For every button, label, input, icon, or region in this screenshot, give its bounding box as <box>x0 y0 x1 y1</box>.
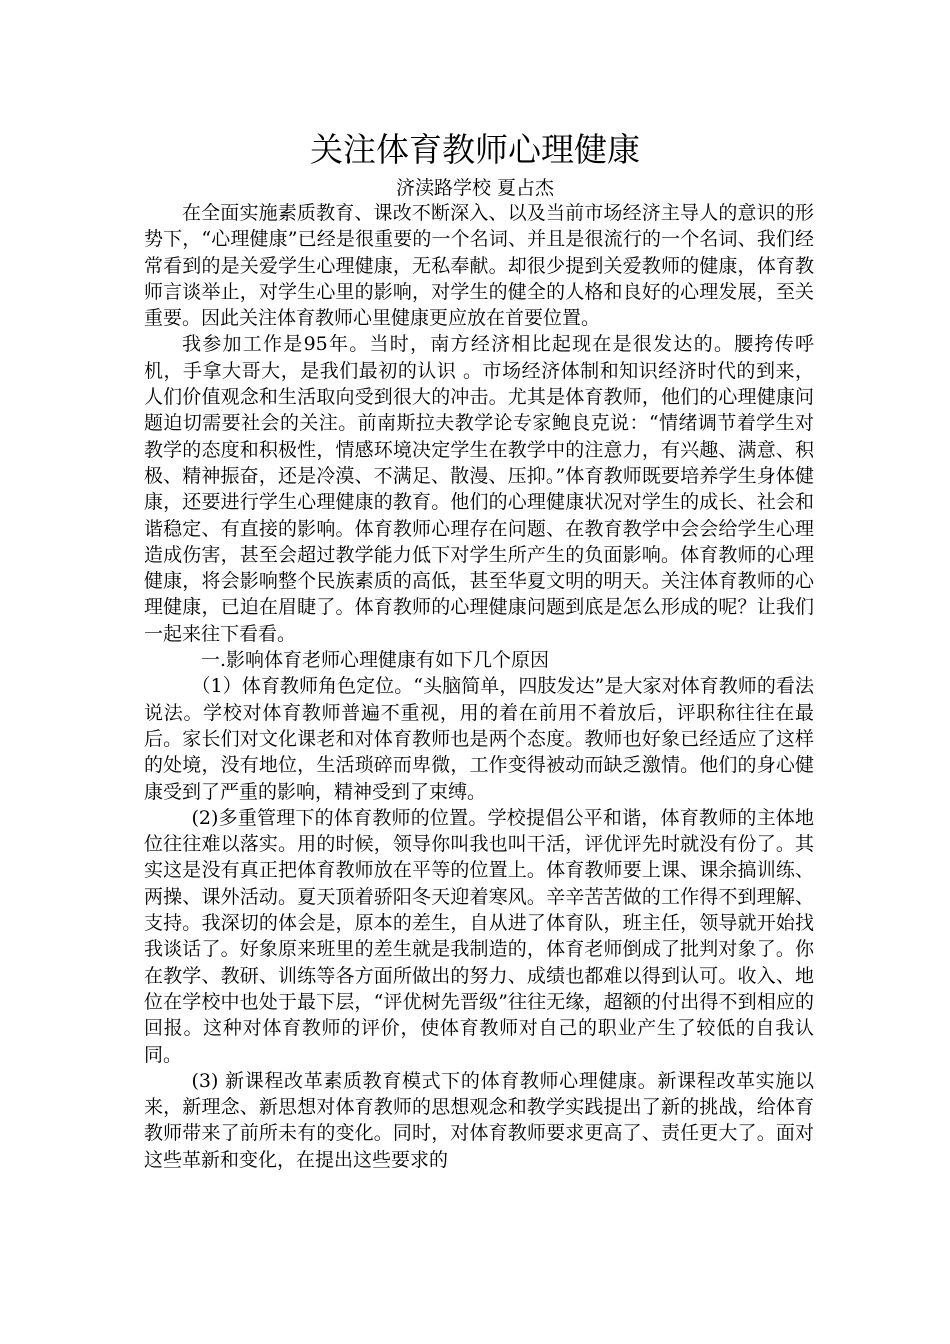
document-body <box>144 200 814 1173</box>
paragraph-item-2: (2)多重管理下的体育教师的位置。学校提倡公平和谐，体育教师的主体地位往往难以落实。用的时候，领导你叫我也叫干活，评优评先时就没有份了。其实这是没有真正把体育教师放在平等的位置上。体育教师要上课、课余搞训练、两操、课外活动。夏天顶着骄阳冬天迎着寒风。辛辛苦苦做的工作得不到理解、支持。我深切的体会是，原本的差生，自从进了体育队，班主任，领导就开始找我谈话了。好象原来班里的差生就是我制造的，体育老师倒成了批判对象了。你在教学、教研、训练等各方面所做出的努力、成绩也都难以得到认可。收入、地位在学校中也处于最下层，“评优树先晋级”往往无缘，超额的付出得不到相应的回报。这种对体育教师的评价，使体育教师对自己的职业产生了较低的自我认同。 <box>144 806 814 1066</box>
document-title: 关注体育教师心理健康 <box>310 130 640 169</box>
paragraph-item-1: （1）体育教师角色定位。“头脑简单，四肢发达”是大家对体育教师的看法说法。学校对体育教师普遍不重视，用的着在前用不着放后，评职称往往在最后。家长们对文化课老和对体育教师也是两个态度。教师也好象已经适应了这样的处境，没有地位，生活琐碎而卑微，工作变得被动而缺乏激情。他们的身心健康受到了严重的影响，精神受到了束缚。 <box>144 675 814 803</box>
paragraph-background: 我参加工作是95年。当时，南方经济相比起现在是很发达的。腰挎传呼机，手拿大哥大，是我们最初的认识 。市场经济体制和知识经济时代的到来，人们价值观念和生活取向受到很大的冲击。尤其是体育教师，他们的心理健康问题迫切需要社会的关注。前南斯拉夫教学论专家鲍良克说：“情绪调节着学生对教学的态度和积极性，情感环境决定学生在教学中的注意力，有兴趣、满意、积极、精神振奋，还是冷漠、不满足、散漫、压抑。”体育教师既要培养学生身体健康，还要进行学生心理健康的教育。他们的心理健康状况对学生的成长、社会和谐稳定、有直接的影响。体育教师心理存在问题、在教育教学中会会给学生心理造成伤害，甚至会超过教学能力低下对学生所产生的负面影响。体育教师的心理健康，将会影响整个民族素质的高低，甚至华夏文明的明天。关注体育教师的心理健康，已迫在眉睫了。体育教师的心理健康问题到底是怎么形成的呢？让我们一起来往下看看。 <box>144 333 814 645</box>
paragraph-intro: 在全面实施素质教育、课改不断深入、以及当前市场经济主导人的意识的形势下，“心理健康”已经是很重要的一个名词、并且是很流行的一个名词、我们经常看到的是关爱学生心理健康，无私奉献。却很少提到关爱教师的健康，体育教师言谈举止，对学生心里的影响，对学生的健全的人格和良好的心理发展，至关重要。因此关注体育教师心里健康更应放在首要位置。 <box>144 202 814 330</box>
author-line: 济渎路学校 夏占杰 <box>395 177 555 199</box>
section-heading: 一.影响体育老师心理健康有如下几个原因 <box>201 649 550 672</box>
paragraph-item-3: (3) 新课程改革素质教育模式下的体育教师心理健康。新课程改革实施以来，新理念、新思想对体育教师的思想观念和教学实践提出了新的挑战，给体育教师带来了前所未有的变化。同时，对体育教师要求更高了、责任更大了。面对这些革新和变化，在提出这些要求的 <box>144 1069 814 1171</box>
